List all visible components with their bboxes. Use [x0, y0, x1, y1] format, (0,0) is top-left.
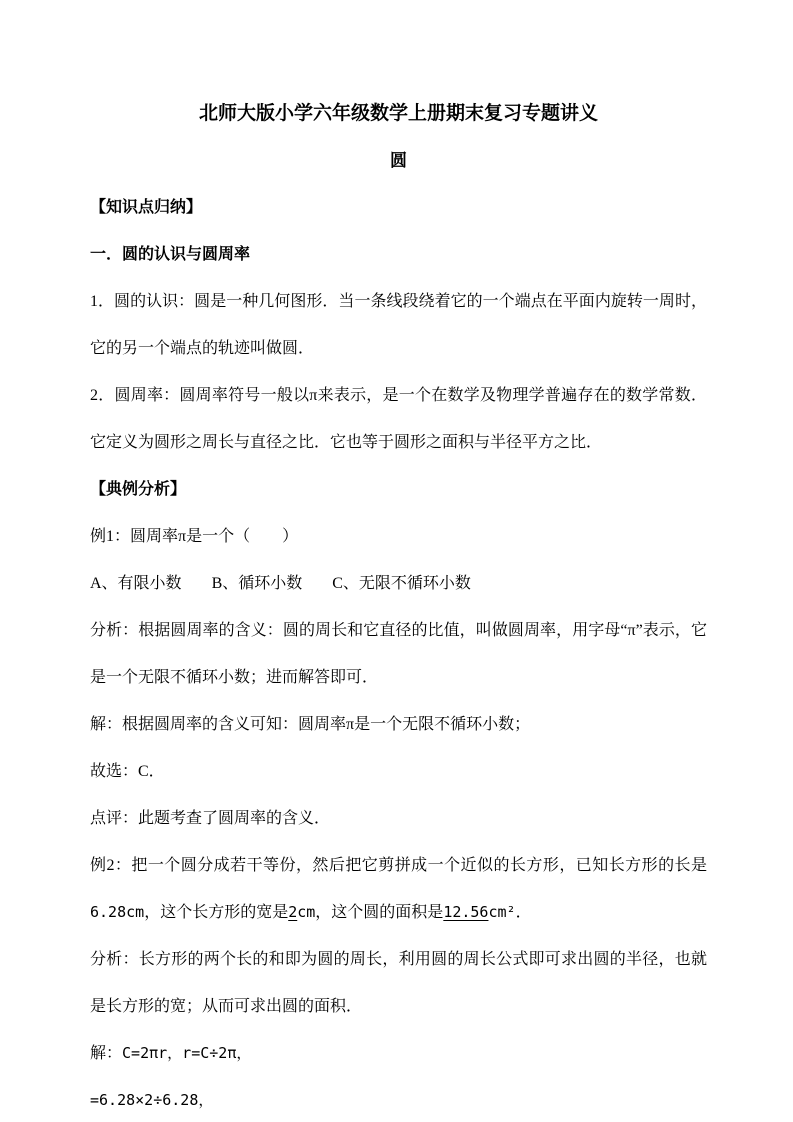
example2-solution-line2: =6.28×2÷6.28， [90, 1091, 214, 1109]
example2-solution-prefix: 解： [90, 1045, 123, 1062]
examples-header: 【典例分析】 [90, 481, 187, 498]
example2-solution-line1 [90, 1030, 707, 1077]
example2-solution-formula: C=2πr，r=C÷2π， [122, 1044, 252, 1062]
example1-options [90, 560, 707, 607]
example2-length-value: 6.28cm [90, 903, 145, 921]
example2-area-value-underlined: 12.56 [443, 903, 489, 921]
option-c: C、无限不循环小数 [332, 575, 471, 592]
option-b: B、循环小数 [211, 575, 303, 592]
example2-question-text-3: ，这个圆的面积是 [315, 904, 444, 921]
page-subtitle: 圆 [390, 151, 407, 170]
example2-question-text-1: 例2：把一个圆分成若干等份，然后把它剪拼成一个近似的长方形，已知长方形的长是 [90, 857, 707, 874]
example1-answer: 故选：C． [90, 763, 165, 780]
option-a: A、有限小数 [90, 575, 182, 592]
example2-question-text-2: ，这个长方形的宽是 [144, 904, 289, 921]
knowledge-points-header: 【知识点归纳】 [90, 199, 203, 216]
example1-analysis: 分析：根据圆周率的含义：圆的周长和它直径的比值，叫做圆周率，用字母“π”表示，它是一个无限不循环小数；进而解答即可． [90, 622, 707, 686]
example1-solution: 解：根据圆周率的含义可知：圆周率π是一个无限不循环小数； [90, 716, 531, 733]
example2-analysis: 分析：长方形的两个长的和即为圆的周长，利用圆的周长公式即可求出圆的半径，也就是长方形的宽；从而可求出圆的面积． [90, 951, 707, 1015]
example2-width-value-underlined: 2 [288, 903, 298, 921]
page-title: 北师大版小学六年级数学上册期末复习专题讲义 [198, 103, 598, 124]
knowledge-point-1: 1．圆的认识：圆是一种几何图形．当一条线段绕着它的一个端点在平面内旋转一周时，它的另一个端点的轨迹叫做圆． [90, 293, 707, 357]
example2-question [90, 842, 707, 936]
example2-area-unit: cm² [488, 903, 516, 921]
example1-question: 例1：圆周率π是一个（ ） [90, 528, 299, 545]
example2-width-unit: cm [297, 903, 316, 921]
example1-comment: 点评：此题考查了圆周率的含义． [90, 810, 331, 827]
topic-heading: 一．圆的认识与圆周率 [90, 246, 251, 263]
knowledge-point-2: 2．圆周率：圆周率符号一般以π来表示，是一个在数学及物理学普遍存在的数学常数．它定义为圆形之周长与直径之比．它也等于圆形之面积与半径平方之比． [90, 387, 707, 451]
example2-question-end: ． [515, 904, 532, 921]
